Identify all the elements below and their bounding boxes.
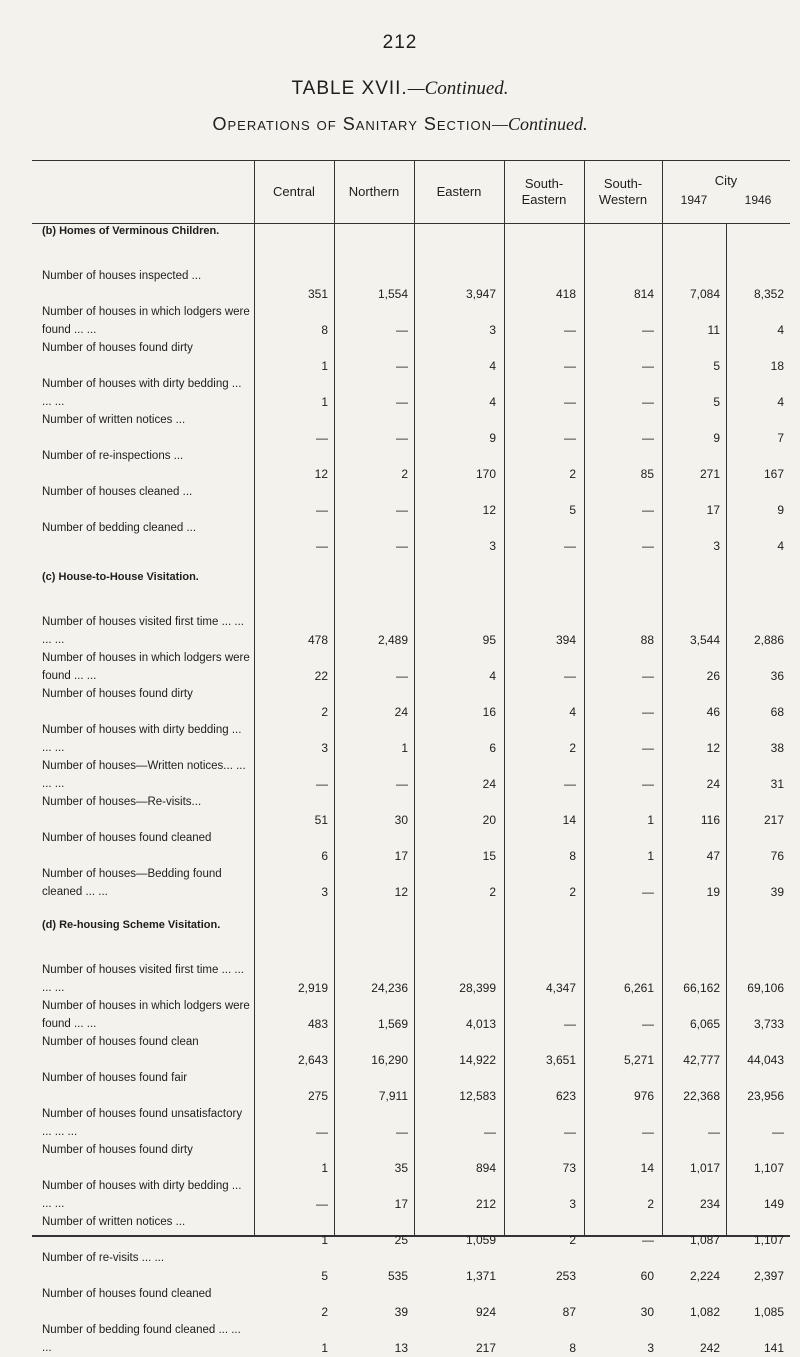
table-cell: 12 xyxy=(394,885,408,899)
table-cell: 1,017 xyxy=(689,1161,720,1175)
table-cell: 17 xyxy=(394,1197,408,1211)
table-cell: 7,911 xyxy=(378,1089,408,1103)
table-cell: 170 xyxy=(475,467,496,481)
table-cell: 85 xyxy=(640,467,654,481)
table-cell: 22 xyxy=(314,669,328,683)
row-label: Number of houses in which lodgers were found ... ... xyxy=(42,1000,250,1030)
table-cell: 7 xyxy=(777,431,784,445)
table-cell: 394 xyxy=(555,633,576,647)
table-cell: 39 xyxy=(770,885,784,899)
table-cell: 1,569 xyxy=(377,1017,408,1031)
table-cell: — xyxy=(316,1197,328,1211)
table-cell: 66,162 xyxy=(683,981,720,995)
table-cell: — xyxy=(564,539,576,553)
table-cell: 14 xyxy=(640,1161,654,1175)
table-cell: — xyxy=(396,395,408,409)
table-cell: 9 xyxy=(713,431,720,445)
table-cell: 24 xyxy=(394,705,408,719)
table-cell: 5 xyxy=(713,359,720,373)
table-subtitle xyxy=(0,114,800,135)
table-cell: 167 xyxy=(763,467,784,481)
table-cell: 4,013 xyxy=(465,1017,496,1031)
table-cell: — xyxy=(642,323,654,337)
table-cell: — xyxy=(316,431,328,445)
column-rule xyxy=(414,161,415,1235)
table-cell: — xyxy=(642,1125,654,1139)
table-cell: 18 xyxy=(770,359,784,373)
table-cell: 2,397 xyxy=(753,1269,784,1283)
table-cell: 9 xyxy=(489,431,496,445)
row-label: Number of bedding cleaned ... xyxy=(42,522,197,534)
table-cell: 2 xyxy=(401,467,408,481)
table-cell: 16,290 xyxy=(371,1053,408,1067)
table-cell: 1 xyxy=(647,849,654,863)
table-cell: 1,087 xyxy=(689,1233,720,1247)
table-cell: 1,107 xyxy=(753,1161,784,1175)
table-cell: 1 xyxy=(401,741,408,755)
table-cell: 271 xyxy=(699,467,720,481)
table-cell: 4 xyxy=(777,395,784,409)
table-cell: 6 xyxy=(321,849,328,863)
table-cell: — xyxy=(642,777,654,791)
table-cell: 1 xyxy=(321,1233,328,1247)
table-cell: 1 xyxy=(321,1341,328,1355)
table-cell: 894 xyxy=(475,1161,496,1175)
table-cell: 22,368 xyxy=(683,1089,720,1103)
col-header-central: Central xyxy=(273,184,315,199)
table-subtitle-continued: —Continued. xyxy=(491,114,588,134)
table-cell: 275 xyxy=(307,1089,328,1103)
table-cell: 30 xyxy=(394,813,408,827)
table-cell: 20 xyxy=(482,813,496,827)
table-cell: — xyxy=(484,1125,496,1139)
table-cell: 24 xyxy=(482,777,496,791)
table-cell: 1 xyxy=(321,395,328,409)
table-cell: 95 xyxy=(482,633,496,647)
table-cell: 6 xyxy=(489,741,496,755)
table-cell: 51 xyxy=(314,813,328,827)
table-cell: 483 xyxy=(307,1017,328,1031)
table-cell: 3,947 xyxy=(465,287,496,301)
table-cell: 4 xyxy=(777,323,784,337)
table-cell: 3 xyxy=(713,539,720,553)
table-cell: — xyxy=(642,669,654,683)
table-cell: — xyxy=(316,539,328,553)
table-cell: — xyxy=(316,503,328,517)
row-label: Number of written notices ... xyxy=(42,1216,186,1228)
table-cell: 15 xyxy=(482,849,496,863)
table-cell: 12 xyxy=(706,741,720,755)
table-cell: — xyxy=(642,503,654,517)
row-label: Number of houses found dirty xyxy=(42,342,193,354)
row-label: Number of houses found clean xyxy=(42,1036,199,1048)
table-cell: — xyxy=(564,395,576,409)
row-label: Number of re-visits ... ... xyxy=(42,1252,165,1264)
row-label: Number of houses with dirty bedding ... ... ... xyxy=(42,1180,242,1210)
table-cell: — xyxy=(396,1125,408,1139)
table-cell: — xyxy=(772,1125,784,1139)
table-cell: 87 xyxy=(562,1305,576,1319)
table-cell: 6,065 xyxy=(689,1017,720,1031)
table-cell: — xyxy=(564,669,576,683)
table-cell: 2,224 xyxy=(689,1269,720,1283)
table-cell: 25 xyxy=(394,1233,408,1247)
table-cell: 3 xyxy=(647,1341,654,1355)
table-cell: 2,919 xyxy=(297,981,328,995)
row-label: Number of houses found dirty xyxy=(42,688,193,700)
table-cell: 16 xyxy=(482,705,496,719)
table-cell: 6,261 xyxy=(623,981,654,995)
table-cell: 149 xyxy=(763,1197,784,1211)
table-cell: — xyxy=(564,1125,576,1139)
row-label: Number of houses found unsatisfactory ... ... ... xyxy=(42,1108,243,1138)
table-cell: 88 xyxy=(640,633,654,647)
table-cell: 8,352 xyxy=(753,287,784,301)
table-cell: — xyxy=(396,777,408,791)
table-cell: 76 xyxy=(770,849,784,863)
row-label: Number of houses found fair xyxy=(42,1072,188,1084)
table-cell: 4 xyxy=(489,669,496,683)
table-cell: 12 xyxy=(482,503,496,517)
table-cell: 1,107 xyxy=(753,1233,784,1247)
row-label: Number of houses with dirty bedding ... ... ... xyxy=(42,378,242,408)
table-cell: — xyxy=(564,777,576,791)
table-cell: — xyxy=(316,777,328,791)
table-cell: 68 xyxy=(770,705,784,719)
table-cell: 30 xyxy=(640,1305,654,1319)
table-cell: — xyxy=(564,323,576,337)
table-cell: 60 xyxy=(640,1269,654,1283)
table-cell: 47 xyxy=(706,849,720,863)
table-cell: 3,733 xyxy=(753,1017,784,1031)
table-cell: 8 xyxy=(321,323,328,337)
table-cell: 217 xyxy=(763,813,784,827)
row-label: Number of houses visited first time ... ... ... ... xyxy=(42,616,244,646)
table-cell: 14,922 xyxy=(459,1053,496,1067)
col-header-year-1947: 1947 xyxy=(680,193,708,207)
row-label: Number of re-inspections ... xyxy=(42,450,184,462)
table-cell: 4 xyxy=(777,539,784,553)
table-cell: 3,544 xyxy=(689,633,720,647)
table-cell: — xyxy=(396,431,408,445)
table-cell: 116 xyxy=(700,813,720,827)
row-label: Number of houses—Re-visits... xyxy=(42,796,202,808)
table-cell: — xyxy=(396,669,408,683)
col-header-northern: Northern xyxy=(348,184,400,199)
table-cell: 44,043 xyxy=(747,1053,784,1067)
col-header-eastern: Eastern xyxy=(436,184,482,199)
table-cell: 2,643 xyxy=(297,1053,328,1067)
table-cell: 38 xyxy=(770,741,784,755)
table-cell: 2 xyxy=(647,1197,654,1211)
table-cell: 1,554 xyxy=(377,287,408,301)
table-cell: — xyxy=(396,359,408,373)
table-cell: 2 xyxy=(569,467,576,481)
table-subtitle-main: Operations of Sanitary Section xyxy=(212,114,492,134)
table-cell: 19 xyxy=(706,885,720,899)
table-cell: 535 xyxy=(387,1269,408,1283)
table-cell: 8 xyxy=(569,849,576,863)
table-cell: 5 xyxy=(569,503,576,517)
table-cell: 2 xyxy=(321,1305,328,1319)
column-rule xyxy=(254,161,255,1235)
table-cell: — xyxy=(396,539,408,553)
table-cell: 814 xyxy=(633,287,654,301)
table-cell: 17 xyxy=(394,849,408,863)
col-header-south-western: South- Western xyxy=(598,176,648,207)
row-label: Number of houses visited first time ... ... ... ... xyxy=(42,964,244,994)
table-cell: 924 xyxy=(475,1305,496,1319)
table-cell: 24 xyxy=(706,777,720,791)
table-cell: — xyxy=(316,1125,328,1139)
table-cell: 69,106 xyxy=(747,981,784,995)
table-title-main: TABLE XVII. xyxy=(291,78,408,99)
table-cell: 253 xyxy=(555,1269,576,1283)
table-title-continued: —Continued. xyxy=(407,78,509,99)
col-header-year-1946: 1946 xyxy=(744,193,772,207)
table-cell: — xyxy=(642,431,654,445)
table-cell: 8 xyxy=(569,1341,576,1355)
table-cell: 14 xyxy=(562,813,576,827)
table-cell: — xyxy=(642,741,654,755)
table-cell: — xyxy=(396,323,408,337)
table-cell: 31 xyxy=(770,777,784,791)
page-number: 212 xyxy=(382,32,418,53)
table-cell: 3 xyxy=(321,741,328,755)
table-cell: 24,236 xyxy=(371,981,408,995)
row-label: Number of houses found cleaned xyxy=(42,1288,212,1300)
row-label: Number of bedding found cleaned ... ... ... xyxy=(42,1324,241,1354)
col-header-south-eastern: South- Eastern xyxy=(521,176,567,207)
table-cell: 2 xyxy=(489,885,496,899)
table-cell: 4 xyxy=(489,395,496,409)
table-cell: 4 xyxy=(489,359,496,373)
table-cell: 3 xyxy=(489,539,496,553)
row-label: Number of houses found dirty xyxy=(42,1144,193,1156)
table-cell: 46 xyxy=(706,705,720,719)
table-cell: 23,956 xyxy=(747,1089,784,1103)
table-cell: 234 xyxy=(699,1197,720,1211)
table-cell: 3 xyxy=(321,885,328,899)
table-cell: 1,059 xyxy=(465,1233,496,1247)
row-label: Number of houses in which lodgers were found ... ... xyxy=(42,652,250,682)
table-cell: 1 xyxy=(321,1161,328,1175)
table-cell: 35 xyxy=(394,1161,408,1175)
table-cell: 4,347 xyxy=(545,981,576,995)
table-cell: — xyxy=(642,359,654,373)
table-cell: — xyxy=(642,1017,654,1031)
row-label: Number of houses cleaned ... xyxy=(42,486,193,498)
table-cell: 1 xyxy=(647,813,654,827)
table-cell: 1,371 xyxy=(465,1269,496,1283)
table-cell: 1,082 xyxy=(689,1305,720,1319)
table-cell: — xyxy=(642,395,654,409)
table-cell: 242 xyxy=(699,1341,720,1355)
row-label: Number of houses with dirty bedding ... ... ... xyxy=(42,724,242,754)
table-cell: 4 xyxy=(569,705,576,719)
table-cell: 976 xyxy=(633,1089,654,1103)
table-cell: — xyxy=(564,359,576,373)
table-cell: 12,583 xyxy=(459,1089,496,1103)
row-label: Number of houses found cleaned xyxy=(42,832,212,844)
row-label: Number of houses—Bedding found cleaned ... ... xyxy=(42,868,222,898)
table-cell: 5 xyxy=(713,395,720,409)
table-cell: 2 xyxy=(569,741,576,755)
table-cell: 1 xyxy=(321,359,328,373)
table-cell: 9 xyxy=(777,503,784,517)
table-cell: 623 xyxy=(555,1089,576,1103)
table-cell: — xyxy=(396,503,408,517)
row-label: Number of houses in which lodgers were found ... ... xyxy=(42,306,250,336)
row-label: Number of written notices ... xyxy=(42,414,186,426)
table-cell: 11 xyxy=(707,323,720,337)
col-header-city: City xyxy=(714,173,738,188)
table-cell: 2 xyxy=(569,1233,576,1247)
table-cell: 1,085 xyxy=(753,1305,784,1319)
table-header-row xyxy=(32,161,790,224)
table-cell: 217 xyxy=(475,1341,496,1355)
table-cell: 5,271 xyxy=(623,1053,654,1067)
table-cell: 17 xyxy=(706,503,720,517)
section-heading: (c) House-to-House Visitation. xyxy=(42,571,199,583)
table-cell: 28,399 xyxy=(459,981,496,995)
table-cell: 42,777 xyxy=(683,1053,720,1067)
table-cell: 2,489 xyxy=(377,633,408,647)
table-cell: 2 xyxy=(321,705,328,719)
column-rule xyxy=(504,161,505,1235)
table-cell: — xyxy=(564,431,576,445)
table-cell: 12 xyxy=(314,467,328,481)
column-rule xyxy=(334,161,335,1235)
table-cell: 351 xyxy=(307,287,328,301)
table-cell: 39 xyxy=(394,1305,408,1319)
table-cell: 212 xyxy=(475,1197,496,1211)
table-cell: 5 xyxy=(321,1269,328,1283)
table-cell: 141 xyxy=(763,1341,784,1355)
table-cell: 26 xyxy=(706,669,720,683)
table-cell: 418 xyxy=(555,287,576,301)
table-cell: 13 xyxy=(394,1341,408,1355)
table-title xyxy=(0,78,800,100)
row-label: Number of houses inspected ... xyxy=(42,270,202,282)
table-cell: 478 xyxy=(307,633,328,647)
table-cell: 2,886 xyxy=(753,633,784,647)
row-label: Number of houses—Written notices... ... ... ... xyxy=(42,760,246,790)
table-cell: — xyxy=(642,1233,654,1247)
table-cell: — xyxy=(564,1017,576,1031)
table-cell: — xyxy=(642,885,654,899)
table-cell: 3 xyxy=(569,1197,576,1211)
table-cell: 73 xyxy=(562,1161,576,1175)
table-cell: 3,651 xyxy=(545,1053,576,1067)
table-cell: 7,084 xyxy=(689,287,720,301)
table-cell: 3 xyxy=(489,323,496,337)
table-cell: — xyxy=(642,539,654,553)
section-heading: (d) Re-housing Scheme Visitation. xyxy=(42,919,221,931)
table-cell: — xyxy=(642,705,654,719)
table-cell: 36 xyxy=(770,669,784,683)
sanitary-table xyxy=(32,160,790,1355)
table-cell: 2 xyxy=(569,885,576,899)
table-cell: — xyxy=(708,1125,720,1139)
section-heading: (b) Homes of Verminous Children. xyxy=(42,225,220,237)
